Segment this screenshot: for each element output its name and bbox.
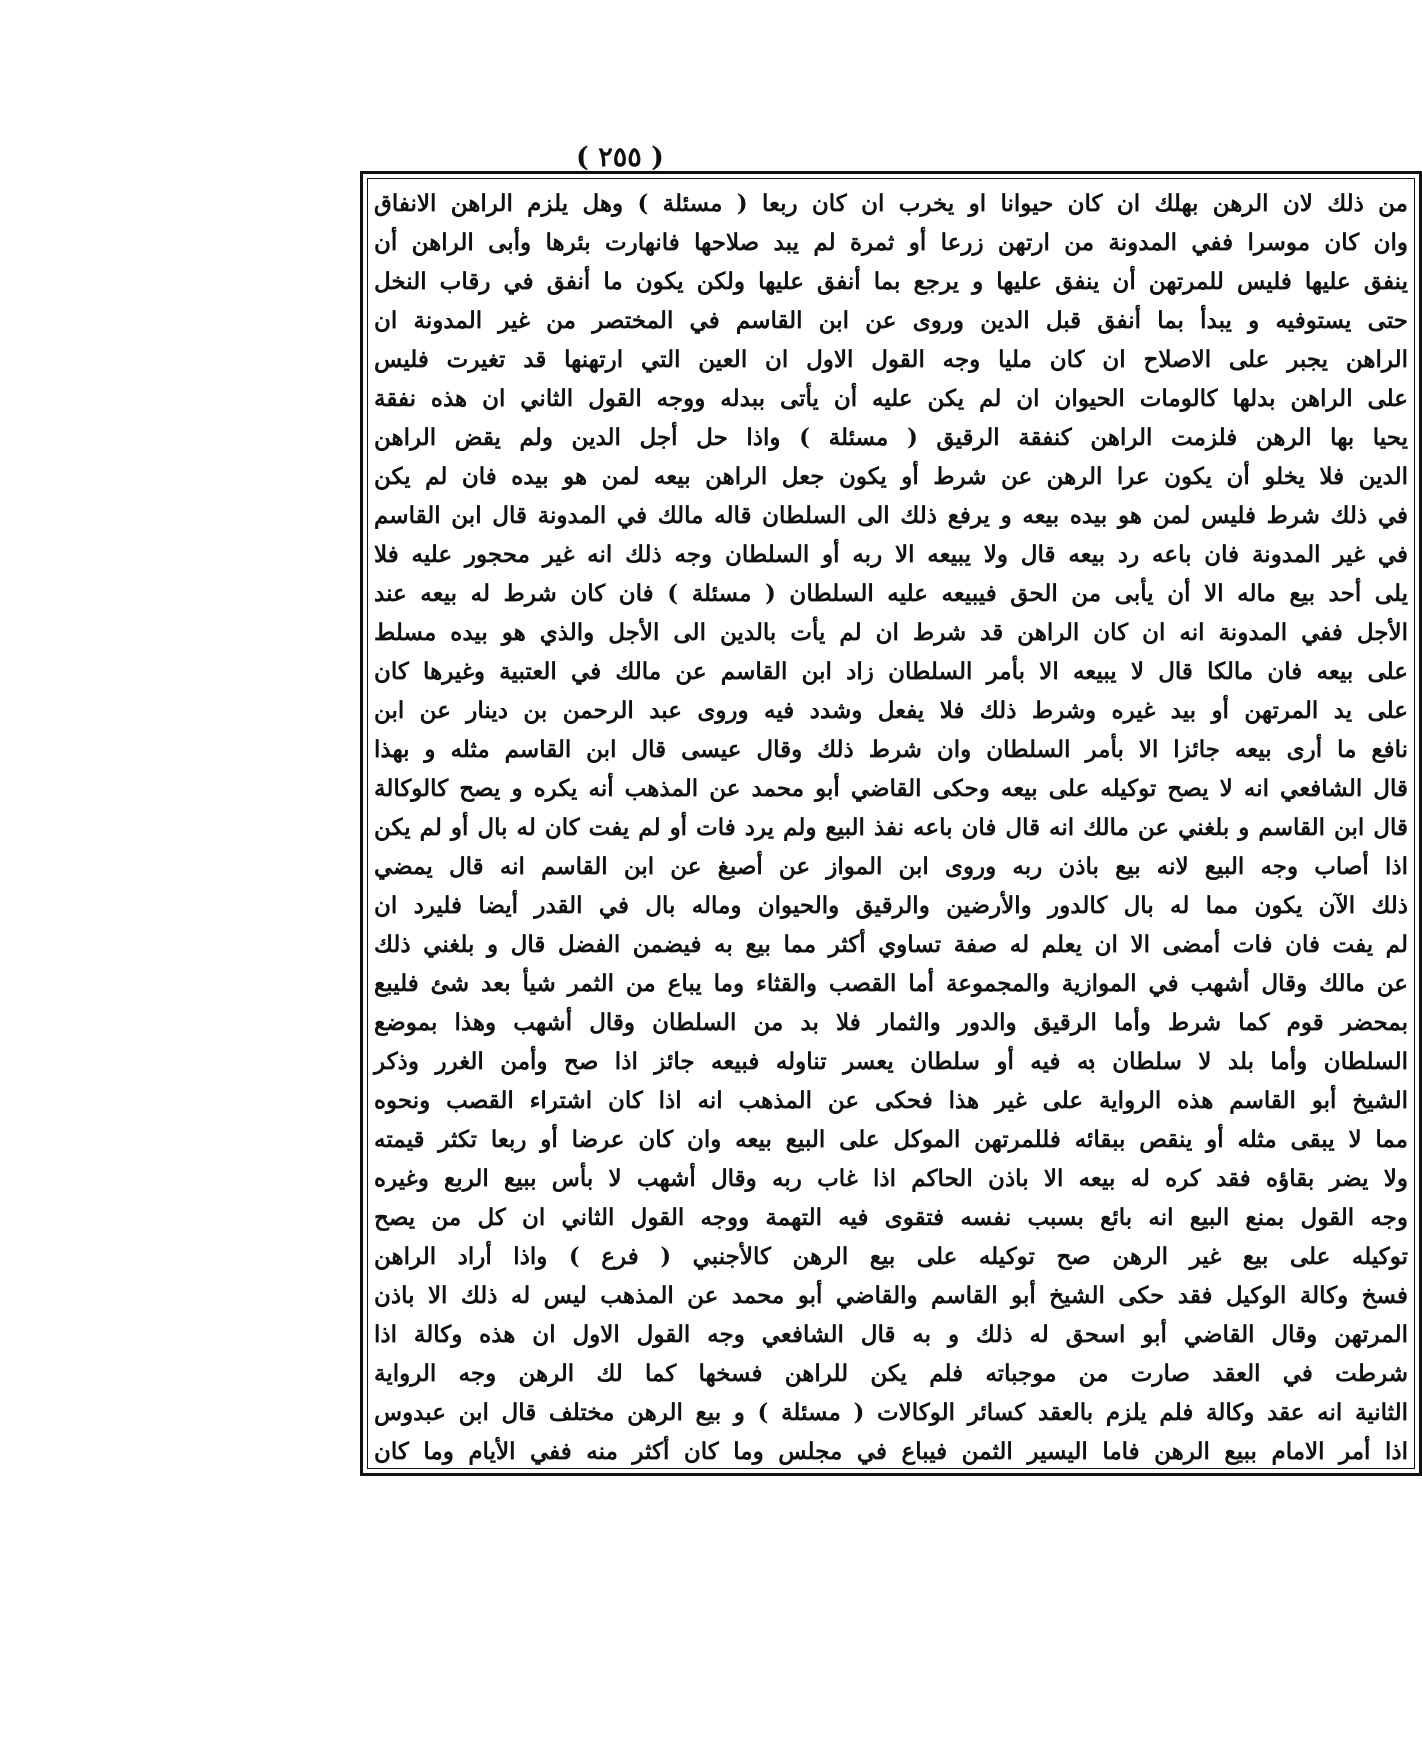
text-line: المرتهن وقال القاضي أبو اسحق له ذلك و به قال الشافعي وجه القول الاول ان هذه وكالة اذا (374, 1321, 1408, 1348)
text-line: الشيخ أبو القاسم هذه الرواية على غير هذا فحكى عن المذهب انه اذا كان اشتراء القصب ونحوه (374, 1087, 1408, 1114)
text-line: ذلك الآن يكون مما له بال كالدور والأرضين والرقيق والحيوان وماله بال في القدر أيضا فليرد ان (374, 892, 1408, 919)
text-line: وجه القول بمنع البيع انه بائع بسبب نفسه فتقوى فيه التهمة ووجه القول الثاني ان كل من يصح (374, 1204, 1408, 1231)
text-line: قال الشافعي انه لا يصح توكيله على بيعه وحكى القاضي أبو محمد عن المذهب أنه يكره و يصح كالوكالة (374, 775, 1408, 802)
text-line: الراهن يجبر على الاصلاح ان كان مليا وجه القول الاول ان العين التي ارتهنها قد تغيرت فليس (374, 346, 1408, 373)
text-line: قال ابن القاسم و بلغني عن مالك انه قال فان باعه نفذ البيع ولم يرد فات أو لم يفت كان له بال أو لم يكن (374, 814, 1408, 841)
text-line: فسخ وكالة الوكيل فقد حكى الشيخ أبو القاسم والقاضي أبو محمد عن المذهب ليس له ذلك الا باذن (374, 1282, 1408, 1309)
text-line: من ذلك لان الرهن بهلك ان كان حيوانا او يخرب ان كان ربعا ( مسئلة ) وهل يلزم الراهن الانفاق (374, 190, 1408, 217)
text-line: لم يفت فان فات أمضى الا ان يعلم له صفة تساوي أكثر مما بيع به فيضمن الفضل قال و بلغني ذلك (374, 931, 1408, 958)
text-line: الثانية انه عقد وكالة فلم يلزم بالعقد كسائر الوكالات ( مسئلة ) و بيع الرهن مختلف قال ابن عبدوس (374, 1399, 1408, 1426)
page-number: ( ٢٥٥ ) (576, 142, 664, 173)
text-line: ولا يضر بقاؤه فقد كره له بيعه الا باذن الحاكم اذا غاب ربه وقال أشهب لا بأس ببيع الربع وغيره (374, 1165, 1408, 1192)
text-line: ينفق عليها فليس للمرتهن أن ينفق عليها و يرجع بما أنفق عليها ولكن يكون ما أنفق في رقاب النخل (374, 268, 1408, 295)
text-block (368, 184, 1414, 1468)
text-line: على بيعه فان مالكا قال لا يبيعه الا بأمر السلطان زاد ابن القاسم عن مالك في العتبية وغيرها كان (374, 658, 1408, 685)
text-line: اذا أصاب وجه البيع لانه بيع باذن ربه وروى ابن المواز عن أصبغ عن ابن القاسم انه قال يمضي (374, 853, 1408, 880)
text-line: وان كان موسرا ففي المدونة من ارتهن زرعا أو ثمرة لم يبد صلاحها فانهارت بئرها وأبى الراهن أن (374, 229, 1408, 256)
text-line: الأجل ففي المدونة انه ان كان الراهن قد شرط ان لم يأت بالدين الى الأجل والذي هو بيده مسلط (374, 619, 1408, 646)
text-line: السلطان وأما بلد لا سلطان به فيه أو سلطان يعسر تناوله فبيعه جائز اذا صح وأمن الغرر وذكر (374, 1048, 1408, 1075)
text-line: بمحضر قوم كما شرط وأما الرقيق والدور والثمار فلا بد من السلطان وقال أشهب وهذا بموضع (374, 1009, 1408, 1036)
text-line: على الراهن بدلها كالومات الحيوان ان لم يكن عليه أن يأتى ببدله ووجه القول الثاني ان هذه نفقة (374, 385, 1408, 412)
text-line: يلى أحد بيع ماله الا أن يأبى من الحق فيبيعه عليه السلطان ( مسئلة ) فان كان شرط له بيعه عند (374, 580, 1408, 607)
text-line: شرطت في العقد صارت من موجباته فلم يكن للراهن فسخها كما لك الرهن وجه الرواية (374, 1360, 1408, 1387)
text-line: عن مالك وقال أشهب في الموازية والمجموعة أما القصب والقثاء وما يباع من الثمر شيأ بعد شئ فليبع (374, 970, 1408, 997)
text-line: الدين فلا يخلو أن يكون عرا الرهن عن شرط أو يكون جعل الراهن بيعه لمن هو بيده فان لم يكن (374, 463, 1408, 490)
text-line: على يد المرتهن أو بيد غيره وشرط ذلك فلا يفعل وشدد فيه وروى عبد الرحمن بن دينار عن ابن (374, 697, 1408, 724)
text-line: في غير المدونة فان باعه رد بيعه قال ولا يبيعه الا ربه أو السلطان وجه ذلك انه غير محجور عليه فلا (374, 541, 1408, 568)
text-line: مما لا يبقى مثله أو ينقص ببقائه فللمرتهن الموكل على البيع بيعه وان كان عرضا أو ربعا تكثر قيمته (374, 1126, 1408, 1153)
text-line: في ذلك شرط فليس لمن هو بيده بيعه و يرفع ذلك الى السلطان قاله مالك في المدونة قال ابن القاسم (374, 502, 1408, 529)
text-line: نافع ما أرى بيعه جائزا الا بأمر السلطان وان شرط ذلك وقال عيسى قال ابن القاسم مثله و بهذا (374, 736, 1408, 763)
text-line: حتى يستوفيه و يبدأ بما أنفق قبل الدين وروى عن ابن القاسم في المختصر من غير المدونة ان (374, 307, 1408, 334)
text-line: توكيله على بيع غير الرهن صح توكيله على بيع الرهن كالأجنبي ( فرع ) واذا أراد الراهن (374, 1243, 1408, 1270)
text-line: يحيا بها الرهن فلزمت الراهن كنفقة الرقيق ( مسئلة ) واذا حل أجل الدين ولم يقض الراهن (374, 424, 1408, 451)
text-line: اذا أمر الامام ببيع الرهن فاما اليسير الثمن فيباع في مجلس وما كان أكثر منه ففي الأيام وما كان (374, 1438, 1408, 1465)
